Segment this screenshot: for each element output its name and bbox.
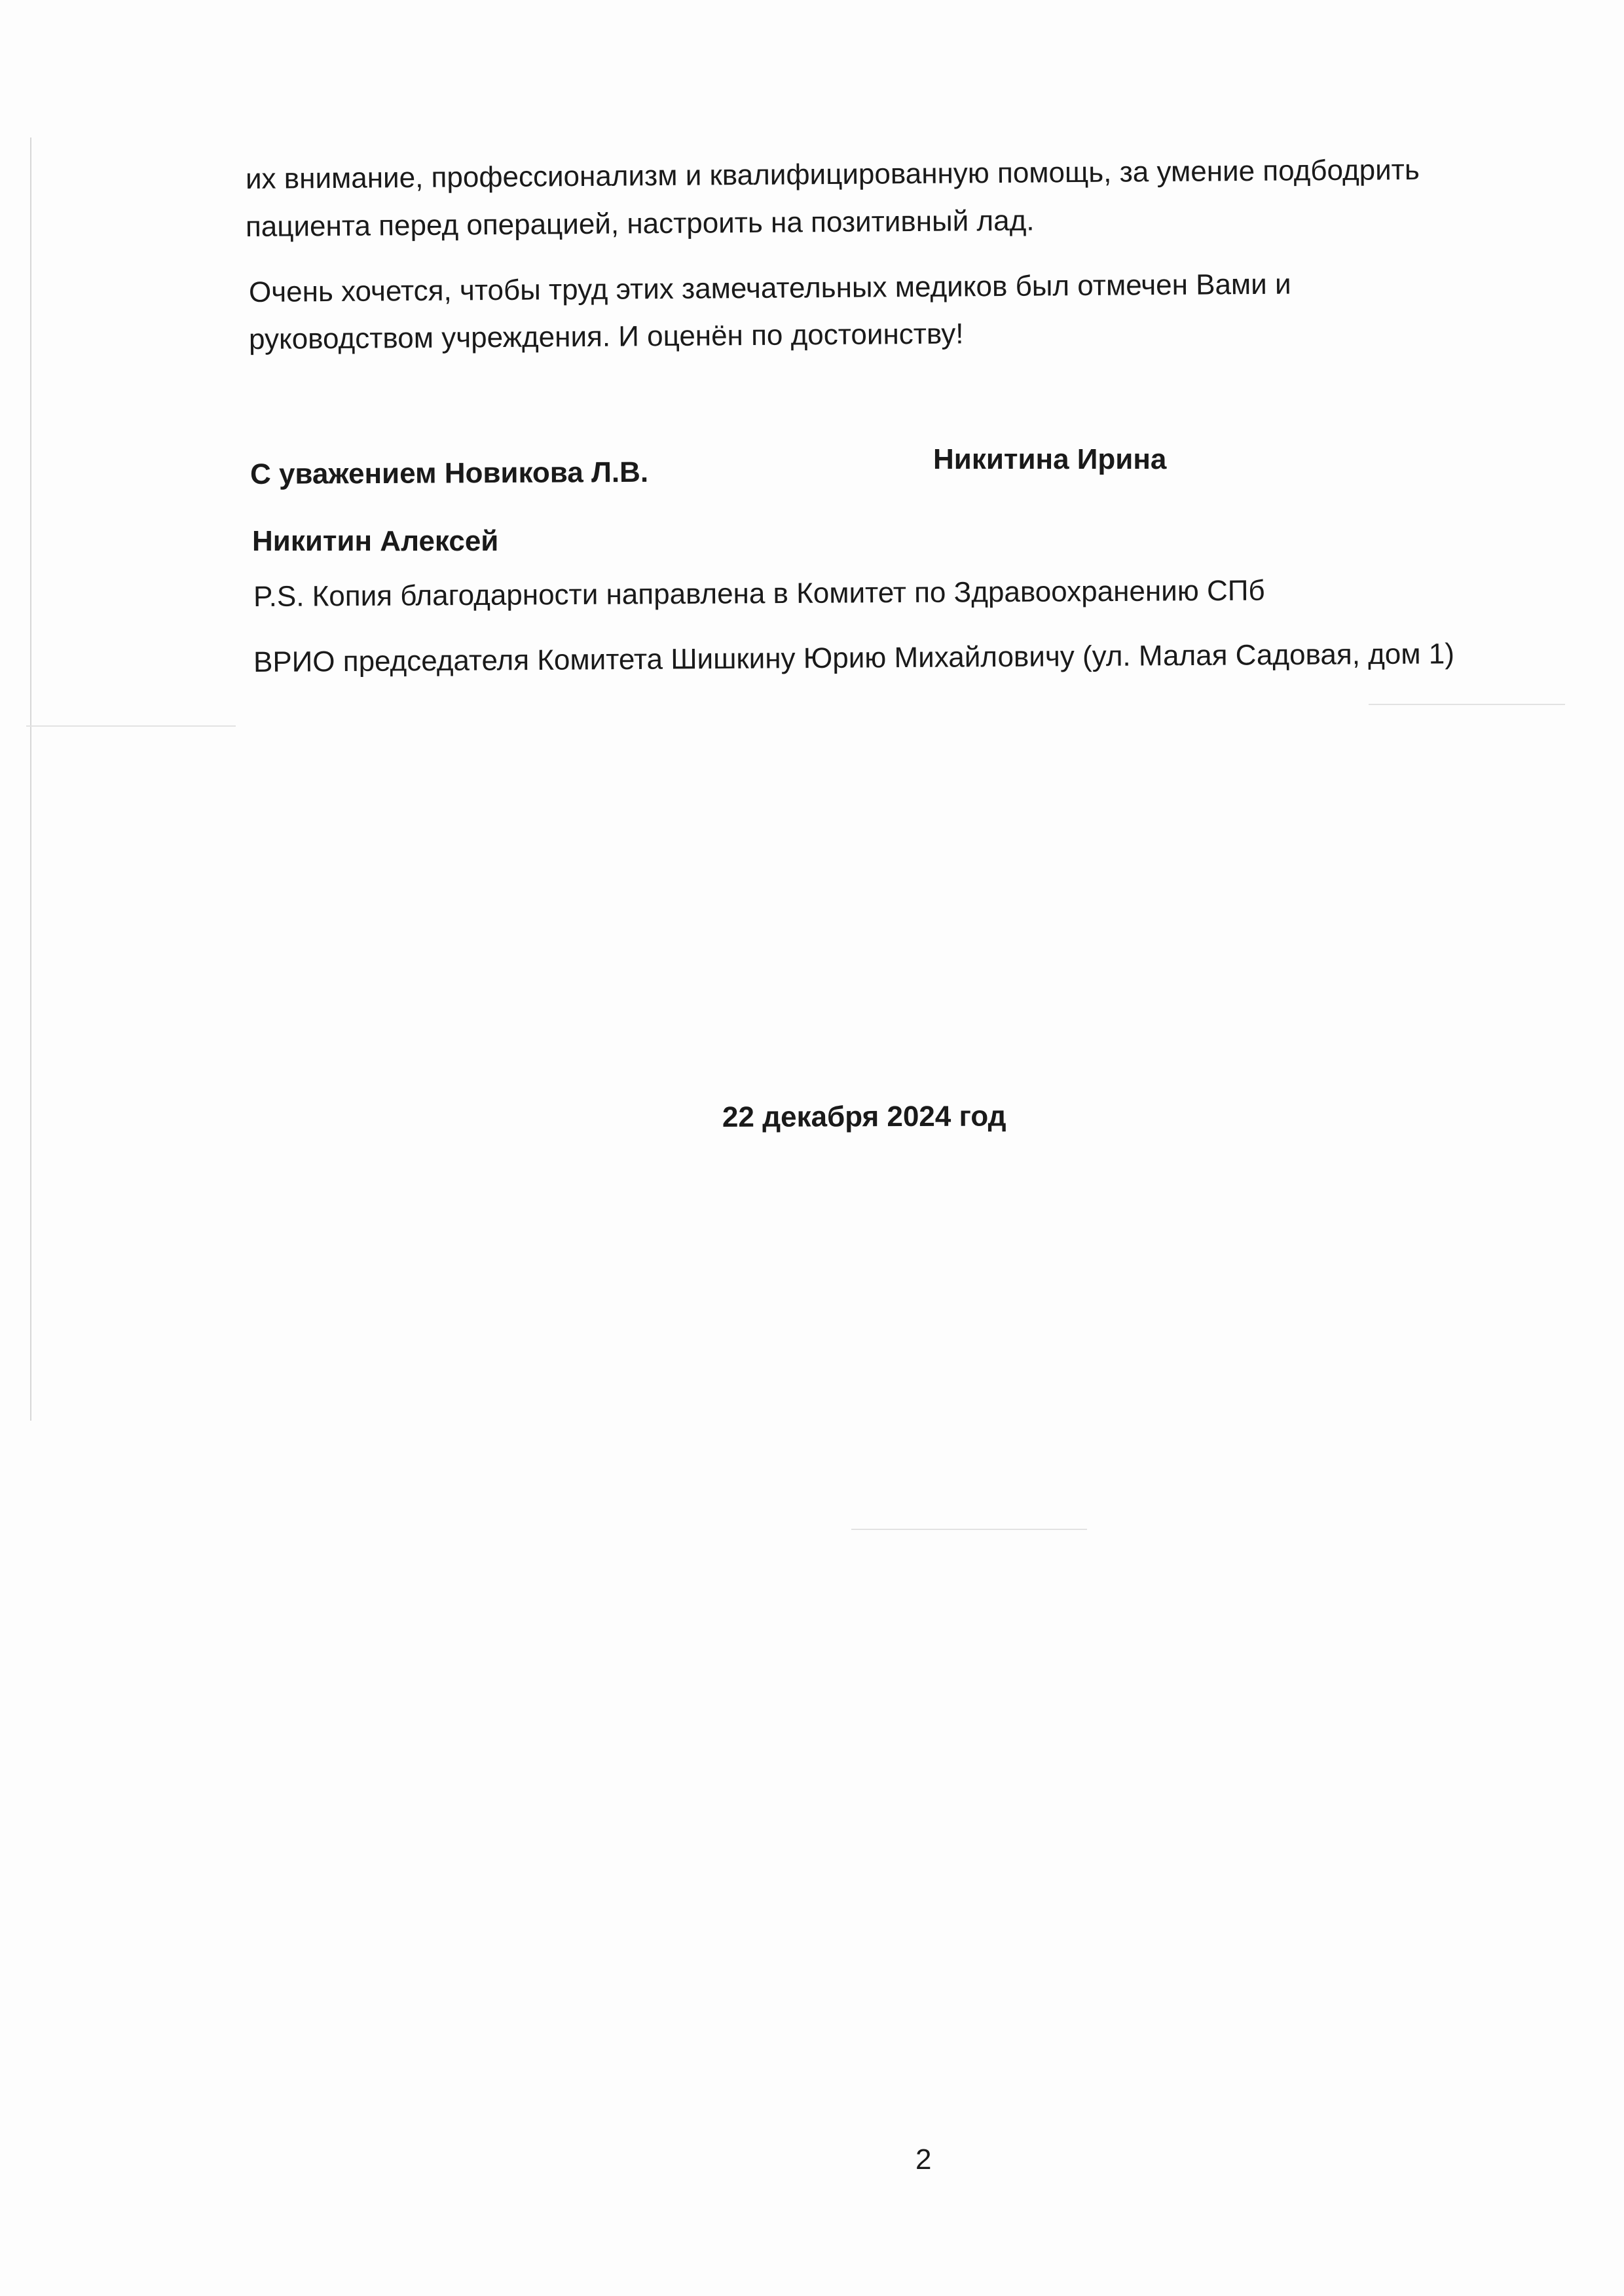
scan-artifact [851, 1529, 1087, 1530]
paragraph-2-line-2: руководством учреждения. И оценён по достоинству! [248, 318, 964, 355]
postscript-line-2: ВРИО председателя Комитета Шишкину Юрию Михайловичу (ул. Малая Садовая, дом 1) [253, 638, 1455, 678]
signer-nikitina: Никитина Ирина [933, 443, 1167, 475]
scan-artifact [26, 725, 236, 727]
postscript-line-1: P.S. Копия благодарности направлена в Комитет по Здравоохранению СПб [253, 574, 1265, 613]
scan-edge-line [30, 137, 31, 1421]
page-number: 2 [915, 2143, 932, 2176]
signer-nikitin: Никитин Алексей [252, 525, 499, 557]
scan-artifact [1369, 704, 1565, 705]
paragraph-1-line-2: пациента перед операцией, настроить на позитивный лад. [245, 204, 1035, 243]
closing-signature: С уважением Новикова Л.В. [249, 456, 649, 490]
paragraph-2-line-1: Очень хочется, чтобы труд этих замечательных медиков был отмечен Вами и [248, 268, 1291, 308]
paragraph-1-line-1: их внимание, профессионализм и квалифицированную помощь, за умение подбодрить [245, 153, 1420, 195]
document-date: 22 декабря 2024 год [722, 1100, 1006, 1133]
